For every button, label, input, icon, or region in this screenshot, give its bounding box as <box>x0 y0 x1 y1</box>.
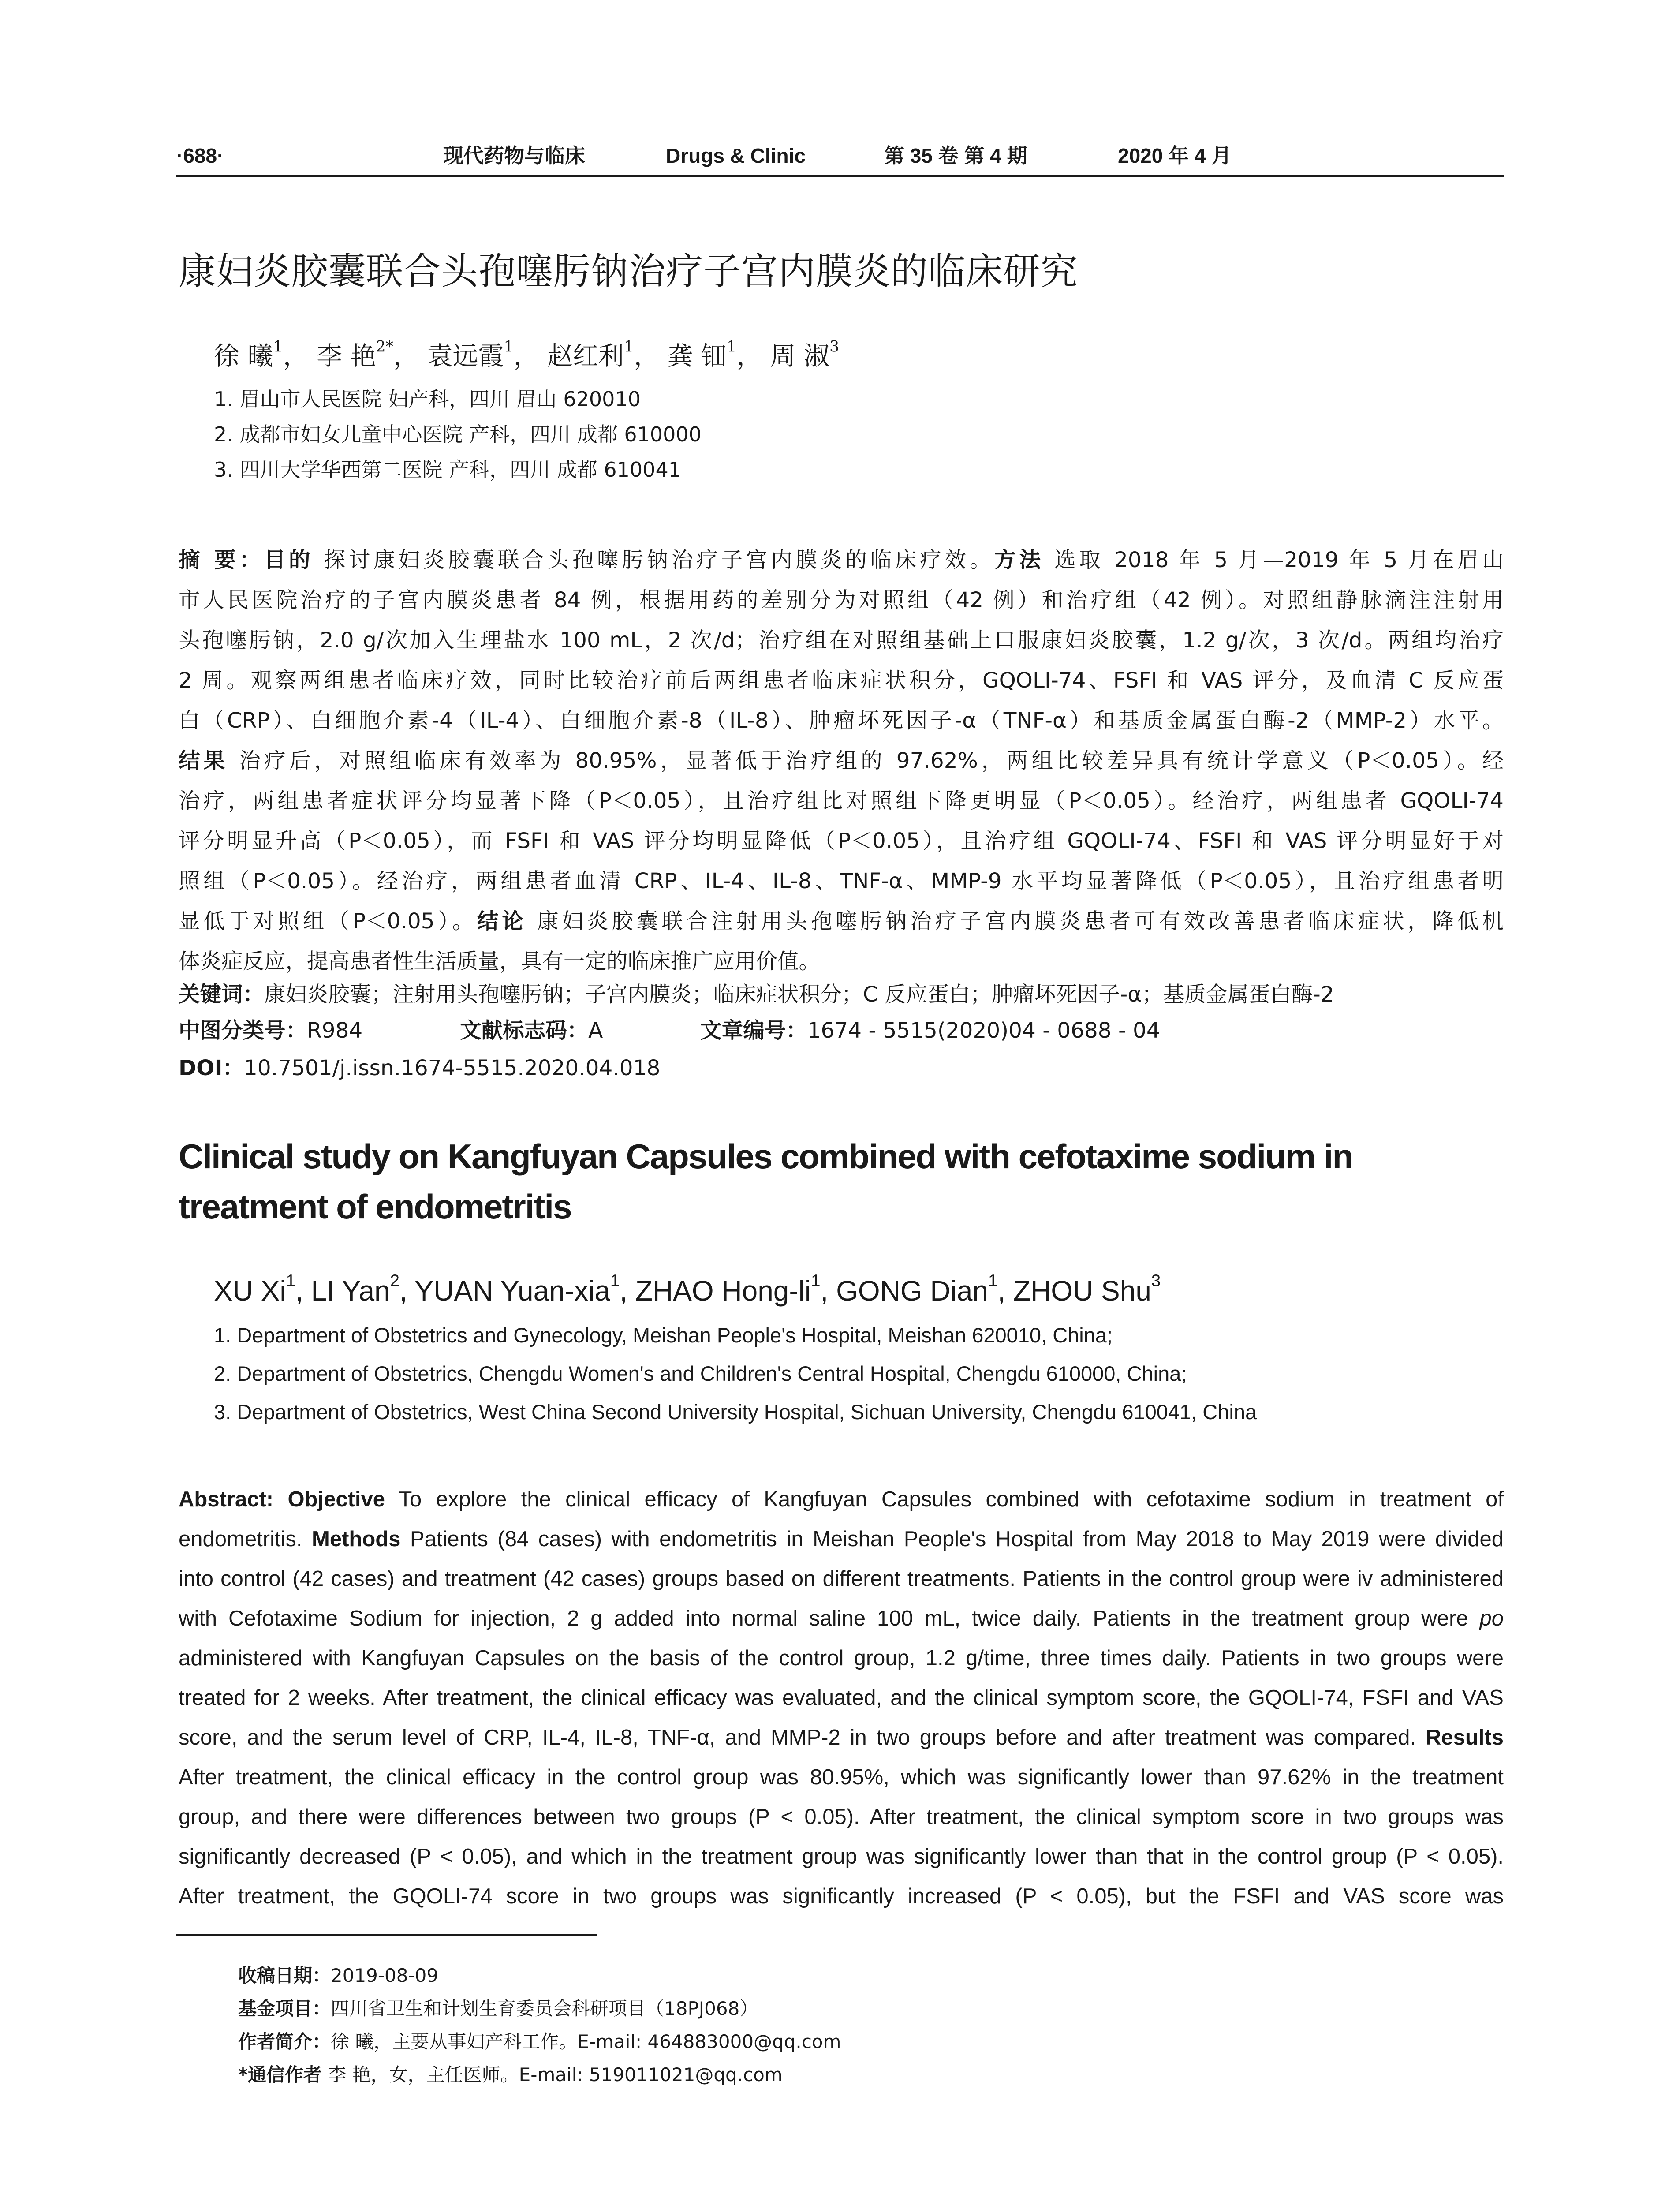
author-affil-mark: 3 <box>829 338 840 356</box>
author-affil-mark: 1 <box>273 338 283 356</box>
affiliation-en-1: 1. Department of Obstetrics and Gynecology, Meishan People's Hospital, Meishan 620010, China; <box>214 1323 1113 1347</box>
author-affil-mark: 2* <box>376 338 393 356</box>
author-name: 袁远霞 <box>427 341 504 371</box>
abstract-text: endometritis. <box>179 1527 302 1551</box>
abstract-text: with Cefotaxime Sodium for injection, 2 g added into normal saline 100 mL, twice daily. Patients in the treatment group were <box>179 1607 1468 1630</box>
footnote-received <box>238 1960 438 1991</box>
keywords-label: 关键词： <box>179 982 265 1007</box>
author-affil-mark: 1 <box>610 1271 620 1290</box>
abstract-line <box>179 1599 1504 1638</box>
affiliation-cn-3: 3. 四川大学华西第二医院 产科，四川 成都 610041 <box>214 458 681 482</box>
journal-name-en: Drugs & Clinic <box>666 144 806 167</box>
abstract-label: Abstract: <box>179 1487 274 1511</box>
abstract-line <box>179 741 1504 781</box>
abstract-line: 白（CRP）、白细胞介素-4（IL-4）、白细胞介素-8（IL-8）、肿瘤坏死因子-α（TNF-α）和基质金属蛋白酶-2（MMP-2）水平。 <box>179 708 1504 733</box>
running-header <box>176 140 1504 171</box>
author-name: ZHOU Shu <box>1013 1275 1151 1307</box>
affiliation-en-3: 3. Department of Obstetrics, West China Second University Hospital, Sichuan University, Chengdu 610041, China <box>214 1400 1257 1424</box>
affiliation-en-2: 2. Department of Obstetrics, Chengdu Women's and Children's Central Hospital, Chengdu 610000, China; <box>214 1362 1187 1385</box>
doi-line <box>179 1050 660 1086</box>
methods-label: Methods <box>312 1527 401 1551</box>
abstract-text: 探讨康妇炎胶囊联合头孢噻肟钠治疗子宫内膜炎的临床疗效。 <box>314 548 995 572</box>
author-name: 龚 钿 <box>667 341 727 371</box>
abstract-cn <box>179 540 1504 982</box>
abstract-line: significantly decreased (P < 0.05), and which in the treatment group was significantly lower than that in the control group (P < 0.05). <box>179 1845 1504 1869</box>
abstract-line <box>179 540 1504 580</box>
page-number: ·688· <box>176 144 224 167</box>
objective-label: Objective <box>287 1487 385 1511</box>
author-name: LI Yan <box>311 1275 390 1307</box>
abstract-line <box>179 1480 1504 1519</box>
author-affil-mark: 1 <box>727 338 737 356</box>
abstract-text: To explore the clinical efficacy of Kangfuyan Capsules combined with cefotaxime sodium in treatment of <box>385 1487 1504 1511</box>
abstract-line: 2 周。观察两组患者临床疗效，同时比较治疗前后两组患者临床症状积分，GQOLI-74、FSFI 和 VAS 评分，及血清 C 反应蛋 <box>179 668 1504 693</box>
footnote-rule <box>176 1934 597 1936</box>
abstract-text: 康妇炎胶囊联合注射用头孢噻肟钠治疗子宫内膜炎患者可有效改善患者临床症状，降低机 <box>526 909 1504 934</box>
author-affil-mark: 1 <box>811 1271 821 1290</box>
doc-code-label: 文献标志码： <box>460 1018 589 1043</box>
footnote-label: *通信作者 <box>238 2064 322 2085</box>
abstract-label: 摘 要： <box>179 548 264 572</box>
abstract-line: 照组（P＜0.05）。经治疗，两组患者血清 CRP、IL-4、IL-8、TNF-α、MMP-9 水平均显著降低（P＜0.05），且治疗组患者明 <box>179 869 1504 893</box>
footnote-label: 收稿日期： <box>238 1965 331 1986</box>
clc-label: 中图分类号： <box>179 1018 307 1043</box>
abstract-en <box>179 1480 1504 1916</box>
footnote-text: 李 艳，女，主任医师。E-mail: 519011021@qq.com <box>321 2064 783 2085</box>
objective-label: 目的 <box>264 548 314 572</box>
author-name: YUAN Yuan-xia <box>414 1275 610 1307</box>
author-name: GONG Dian <box>836 1275 989 1307</box>
methods-label: 方法 <box>994 548 1044 572</box>
abstract-line: 头孢噻肟钠，2.0 g/次加入生理盐水 100 mL，2 次/d；治疗组在对照组基础上口服康妇炎胶囊，1.2 g/次，3 次/d。两组均治疗 <box>179 628 1504 653</box>
results-label: 结果 <box>179 748 229 773</box>
keywords-cn <box>179 977 1334 1012</box>
abstract-line: 评分明显升高（P＜0.05），而 FSFI 和 VAS 评分均明显降低（P＜0.05），且治疗组 GQOLI-74、FSFI 和 VAS 评分明显好于对 <box>179 829 1504 853</box>
abstract-line: administered with Kangfuyan Capsules on the basis of the control group, 1.2 g/time, three times daily. Patients in two groups were <box>179 1646 1504 1670</box>
doi-value: 10.7501/j.issn.1674-5515.2020.04.018 <box>244 1056 661 1080</box>
author-name: 李 艳 <box>317 341 376 371</box>
abstract-text: 显低于对照组（P＜0.05）。 <box>179 909 478 934</box>
footnote-text: 徐 曦，主要从事妇产科工作。E-mail: 464883000@qq.com <box>331 2031 841 2052</box>
article-no-value: 1674 - 5515(2020)04 - 0688 - 04 <box>807 1018 1160 1043</box>
affiliation-cn-2: 2. 成都市妇女儿童中心医院 产科，四川 成都 610000 <box>214 422 702 446</box>
abstract-line <box>179 901 1504 942</box>
keywords-text: 康妇炎胶囊；注射用头孢噻肟钠；子宫内膜炎；临床症状积分；C 反应蛋白；肿瘤坏死因子-α；基质金属蛋白酶-2 <box>264 982 1334 1007</box>
abstract-line: After treatment, the clinical efficacy in the control group was 80.95%, which was significantly lower than 97.62% in the treatment <box>179 1765 1504 1789</box>
author-affil-mark: 3 <box>1151 1271 1161 1290</box>
abstract-line: treated for 2 weeks. After treatment, the clinical efficacy was evaluated, and the clinical symptom score, the GQOLI-74, FSFI and VAS <box>179 1686 1504 1710</box>
abstract-line: 体炎症反应，提高患者性生活质量，具有一定的临床推广应用价值。 <box>179 949 821 974</box>
footnote-text: 四川省卫生和计划生育委员会科研项目（18PJ068） <box>331 1998 758 2019</box>
footnote-funding <box>238 1993 758 2024</box>
abstract-line <box>179 1718 1504 1757</box>
article-title-en: Clinical study on Kangfuyan Capsules combined with cefotaxime sodium in treatment of endometritis <box>179 1137 1353 1226</box>
doi-label: DOI： <box>179 1056 244 1080</box>
clc-value: R984 <box>307 1018 363 1043</box>
abstract-line: 治疗，两组患者症状评分均显著下降（P＜0.05），且治疗组比对照组下降更明显（P＜0.05）。经治疗，两组患者 GQOLI-74 <box>179 789 1504 813</box>
results-label: Results <box>1425 1726 1504 1749</box>
footnote-corresponding <box>238 2059 783 2090</box>
abstract-line: group, and there were differences between two groups (P < 0.05). After treatment, the clinical symptom score in two groups was <box>179 1805 1504 1829</box>
author-list-en: XU Xi$^1$, LI Yan$^2$, YUAN Yuan-xia$^1$, ZHAO Hong-$li^1$, GONG Dian$^1$, ZHOU Shu$^3$ <box>214 1271 1161 1307</box>
abstract-text: Patients (84 cases) with endometritis in Meishan People's Hospital from May 2018 to May 2019 were divided <box>400 1527 1504 1551</box>
abstract-line: into control (42 cases) and treatment (42 cases) groups based on different treatments. Patients in the control group were iv administered <box>179 1567 1504 1591</box>
footnote-author-bio <box>238 2026 841 2057</box>
abstract-line: After treatment, the GQOLI-74 score in two groups was significantly increased (P < 0.05), but the FSFI and VAS score was <box>179 1884 1504 1908</box>
author-affil-mark: 1 <box>504 338 514 356</box>
footnote-label: 基金项目： <box>238 1998 331 2019</box>
author-affil-mark: 2 <box>390 1271 399 1290</box>
author-name: 赵红利 <box>547 341 624 371</box>
article-no-label: 文章编号： <box>700 1018 807 1043</box>
classification-line <box>179 1013 1160 1048</box>
volume-issue: 第 35 卷 第 4 期 <box>884 144 1027 167</box>
conclusion-label: 结论 <box>477 909 527 934</box>
footnote-label: 作者简介： <box>238 2031 331 2052</box>
journal-name-cn: 现代药物与临床 <box>443 144 585 168</box>
abstract-text: 选取 2018 年 5 月—2019 年 5 月在眉山 <box>1044 548 1504 572</box>
header-rule <box>176 175 1504 177</box>
author-affil-mark: 1 <box>624 338 634 356</box>
author-name: ZHAO Hong-li <box>635 1275 811 1307</box>
affiliation-cn-1: 1. 眉山市人民医院 妇产科，四川 眉山 620010 <box>214 387 641 411</box>
abstract-text: 治疗后，对照组临床有效率为 80.95%，显著低于治疗组的 97.62%，两组比较差异具有统计学意义（P＜0.05）。经 <box>228 748 1504 773</box>
author-name: 徐 曦 <box>214 341 273 371</box>
route-po: po <box>1479 1607 1504 1630</box>
issue-date: 2020 年 4 月 <box>1118 144 1232 167</box>
author-name: 周 淑 <box>770 341 830 371</box>
footnote-text: 2019-08-09 <box>331 1965 439 1986</box>
abstract-text: score, and the serum level of CRP, IL-4, IL-8, TNF-α, and MMP-2 in two groups before and after treatment was compared. <box>179 1726 1416 1749</box>
author-name: XU Xi <box>214 1275 286 1307</box>
author-list-cn: 徐 曦$^1$， 李 艳$^{2*}$， 袁远霞$^1$， 赵红利$^1$， 龚 钿$^1$， 周 淑$^3$ <box>214 338 840 371</box>
article-title-cn: 康妇炎胶囊联合头孢噻肟钠治疗子宫内膜炎的临床研究 <box>179 250 1079 293</box>
abstract-line <box>179 1519 1504 1559</box>
author-affil-mark: 1 <box>988 1271 998 1290</box>
author-affil-mark: 1 <box>286 1271 295 1290</box>
abstract-line: 市人民医院治疗的子宫内膜炎患者 84 例，根据用药的差别分为对照组（42 例）和治疗组（42 例）。对照组静脉滴注注射用 <box>179 588 1504 613</box>
doc-code-value: A <box>588 1018 603 1043</box>
